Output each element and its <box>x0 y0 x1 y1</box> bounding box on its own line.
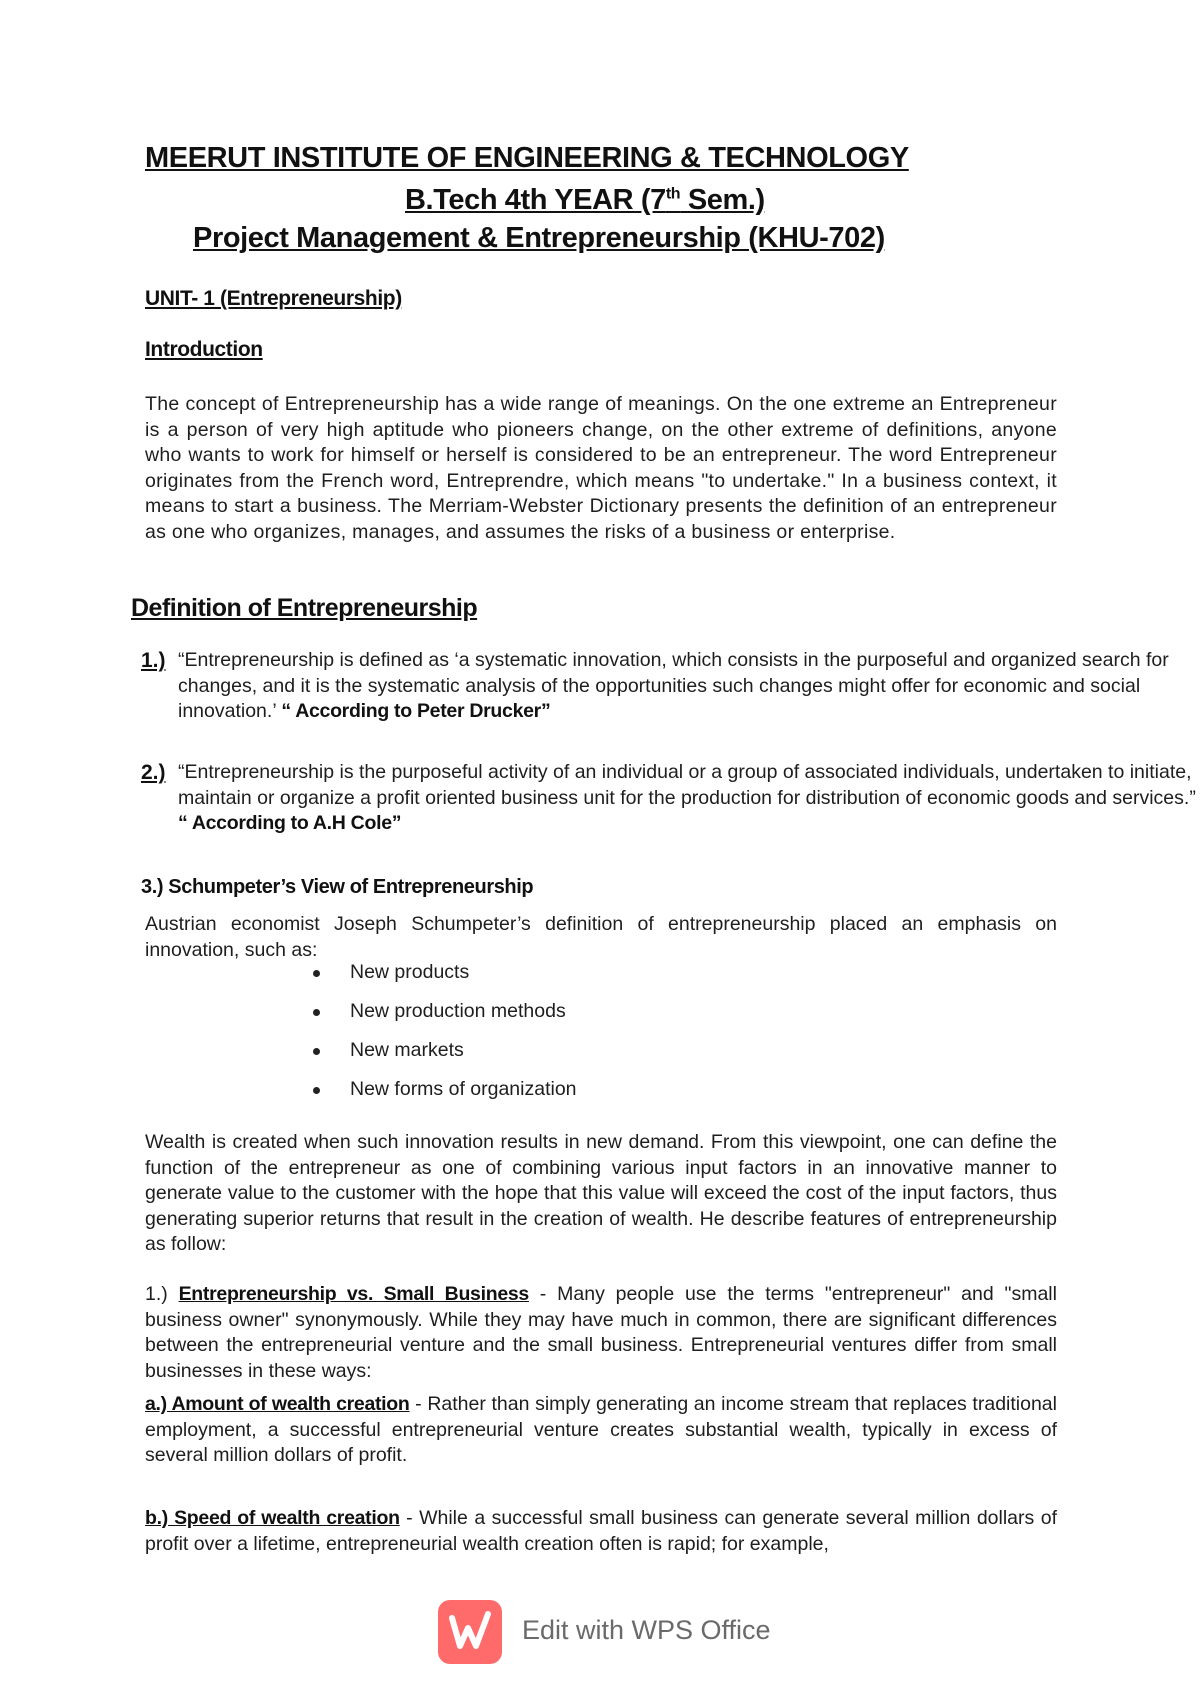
list-item: New markets <box>313 1038 577 1077</box>
year-prefix: B.Tech 4th YEAR (7 <box>405 184 666 216</box>
unit-title: UNIT- 1 (Entrepreneurship) <box>145 287 402 310</box>
introduction-heading: Introduction <box>145 338 263 361</box>
introduction-paragraph: The concept of Entrepreneurship has a wide range of meanings. On the one extreme an Entrepreneur is a person of very high aptitude who pioneers change, on the other extreme of definitions, anyone who wants to work for himself or herself is considered to be an entrepreneur. The word Entrepreneur originates from the French word, Entreprendre, which means "to undertake." In a business context, it means to start a business. The Merriam-Webster Dictionary presents the definition of an entrepreneur as one who organizes, manages, and assumes the risks of a business or enterprise. <box>145 393 1057 543</box>
definition-number: 1.) <box>141 649 166 672</box>
definition-text: “Entrepreneurship is the purposeful activity of an individual or a group of associated individuals, undertaken to initiate, maintain or organize a profit oriented business unit for the production for distribution of economic goods and services.” <box>178 761 1196 809</box>
list-item: New products <box>313 960 577 999</box>
definition-item-cole <box>141 760 1198 837</box>
feature-text: - Many people use the terms "entrepreneur" and "small business owner" synonymously. While they may have much in common, there are significant differences between the entrepreneurial venture and the small business. Entrepreneurial ventures differ from small businesses in these ways: <box>145 1283 1057 1382</box>
amount-paragraph <box>145 1392 1057 1469</box>
wps-watermark[interactable] <box>438 1600 771 1664</box>
list-item: New forms of organization <box>313 1077 577 1116</box>
feature-title: a.) Amount of wealth creation <box>145 1393 410 1415</box>
course-title: Project Management & Entrepreneurship (KHU-702) <box>193 222 885 254</box>
wps-label: Edit with WPS Office <box>522 1615 771 1645</box>
feature-number: 1.) <box>145 1283 179 1305</box>
definition-author: “ According to A.H Cole” <box>178 812 402 834</box>
year-title <box>405 184 765 217</box>
feature-text: - Rather than simply generating an income stream that replaces traditional employment, a successful entrepreneurial venture creates substantial wealth, typically in excess of several million dollars of profit. <box>145 1393 1057 1466</box>
innovation-list <box>313 960 577 1116</box>
year-suffix: Sem.) <box>680 184 765 216</box>
definition-number: 2.) <box>141 761 166 784</box>
year-superscript: th <box>665 185 681 203</box>
feature-title: b.) Speed of wealth creation <box>145 1507 400 1529</box>
feature-title: Entrepreneurship vs. Small Business <box>178 1283 529 1305</box>
speed-paragraph <box>145 1506 1057 1557</box>
list-item: New production methods <box>313 999 577 1038</box>
wealth-paragraph: Wealth is created when such innovation results in new demand. From this viewpoint, one can define the function of the entrepreneur as one of combining various input factors in an innovative manner to generate value to the customer with the hope that this value will exceed the cost of the input factors, thus generating superior returns that result in the creation of wealth. He describe features of entrepreneurship as follow: <box>145 1131 1057 1255</box>
definition-item-drucker <box>141 648 1198 725</box>
definition-text: “Entrepreneurship is defined as ‘a systematic innovation, which consists in the purposeful and organized search for changes, and it is the systematic analysis of the opportunities such changes might offer for economic and social innovation.’ <box>178 649 1169 722</box>
institute-title: MEERUT INSTITUTE OF ENGINEERING & TECHNOLOGY <box>145 142 909 174</box>
feature-text: - While a successful small business can generate several million dollars of profit over a lifetime, entrepreneurial wealth creation often is rapid; for example, <box>145 1507 1057 1555</box>
schumpeter-heading: 3.) Schumpeter’s View of Entrepreneurship <box>141 876 534 898</box>
wps-logo-icon <box>438 1600 502 1664</box>
small-business-paragraph <box>145 1282 1057 1384</box>
schumpeter-paragraph: Austrian economist Joseph Schumpeter’s definition of entrepreneurship placed an emphasis on innovation, such as: <box>145 913 1057 961</box>
definition-heading: Definition of Entrepreneurship <box>131 594 478 622</box>
definition-author: “ According to Peter Drucker” <box>281 700 551 722</box>
